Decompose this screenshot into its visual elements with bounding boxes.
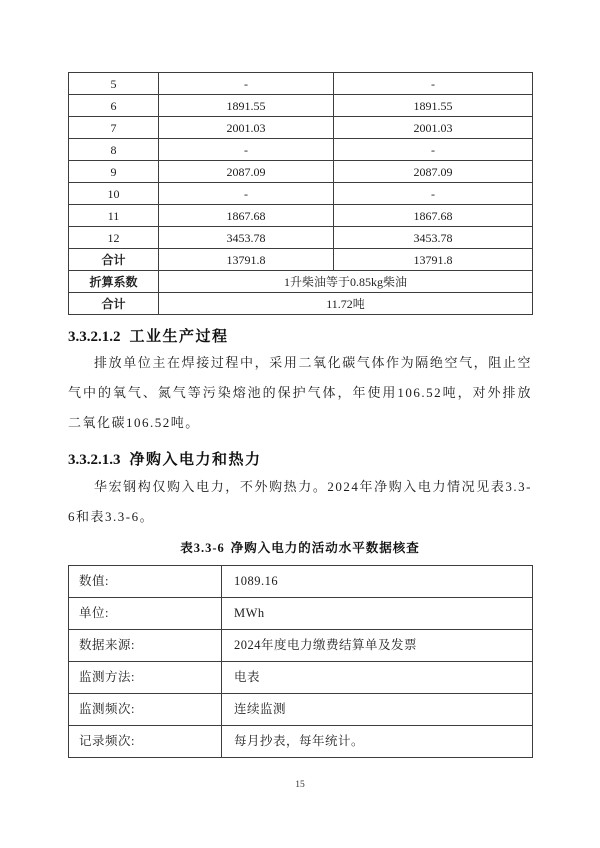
electricity-activity-table [68,565,533,758]
row-label: 单位: [69,598,222,630]
cumulative-value: 1867.68 [334,205,533,227]
monthly-value: - [159,139,334,161]
monthly-value: - [159,73,334,95]
table-row [69,694,533,726]
row-label: 12 [69,227,159,249]
caption-title: 净购入电力的活动水平数据核查 [230,541,420,555]
cumulative-value: - [334,139,533,161]
monthly-total: 13791.8 [159,249,334,271]
cumulative-value: 1891.55 [334,95,533,117]
caption-number: 表3.3-6 [180,541,225,555]
cumulative-value: 3453.78 [334,227,533,249]
monthly-value: 2087.09 [159,161,334,183]
row-label: 5 [69,73,159,95]
cumulative-value: - [334,183,533,205]
monthly-value: 2001.03 [159,117,334,139]
row-label: 7 [69,117,159,139]
cumulative-value: 2001.03 [334,117,533,139]
row-value: 每月抄表，每年统计。 [222,726,533,758]
table-caption [68,538,532,558]
table-row [69,73,533,95]
cumulative-value: 2087.09 [334,161,533,183]
monthly-value: 1891.55 [159,95,334,117]
table-total-row [69,249,533,271]
row-label: 监测方法: [69,662,222,694]
table-row [69,598,533,630]
page-content [68,72,532,758]
cumulative-total: 13791.8 [334,249,533,271]
section-heading-purchased-electricity [68,449,532,471]
row-value: 2024年度电力缴费结算单及发票 [222,630,533,662]
monthly-value: 3453.78 [159,227,334,249]
monthly-value: 1867.68 [159,205,334,227]
section-heading-industrial-process [68,326,532,348]
table-row [69,139,533,161]
section-title: 净购入电力和热力 [129,452,262,468]
table-row [69,117,533,139]
row-label: 记录频次: [69,726,222,758]
total-row-label: 合计 [69,249,159,271]
row-label: 11 [69,205,159,227]
section-number: 3.3.2.1.2 [68,329,121,345]
table-row [69,566,533,598]
row-value: 连续监测 [222,694,533,726]
row-label: 10 [69,183,159,205]
row-label: 8 [69,139,159,161]
row-value: 电表 [222,662,533,694]
grand-total-label: 合计 [69,293,159,315]
section-title: 工业生产过程 [129,329,229,345]
paragraph-industrial-process: 排放单位主在焊接过程中，采用二氧化碳气体作为隔绝空气，阻止空气中的氧气、氮气等污染熔池的保护气体，年使用106.52吨，对外排放二氧化碳106.52吨。 [68,355,532,430]
conversion-factor-row [69,271,533,293]
table-row [69,726,533,758]
grand-total-value: 11.72吨 [159,293,533,315]
table-row [69,161,533,183]
paragraph-purchased-electricity: 华宏钢构仅购入电力，不外购热力。2024年净购入电力情况见表3.3-6和表3.3-6。 [68,479,532,524]
row-label: 数据来源: [69,630,222,662]
table-row [69,662,533,694]
diesel-consumption-table [68,72,533,315]
row-label: 9 [69,161,159,183]
conversion-factor-label: 折算系数 [69,271,159,293]
table-row [69,183,533,205]
conversion-factor-value: 1升柴油等于0.85kg柴油 [159,271,533,293]
grand-total-row [69,293,533,315]
row-label: 数值: [69,566,222,598]
page-number: 15 [295,780,305,790]
row-label: 监测频次: [69,694,222,726]
table-row [69,630,533,662]
row-label: 6 [69,95,159,117]
table-row [69,95,533,117]
row-value: MWh [222,598,533,630]
row-value: 1089.16 [222,566,533,598]
table-row [69,227,533,249]
cumulative-value: - [334,73,533,95]
monthly-value: - [159,183,334,205]
table-row [69,205,533,227]
section-number: 3.3.2.1.3 [68,452,121,468]
